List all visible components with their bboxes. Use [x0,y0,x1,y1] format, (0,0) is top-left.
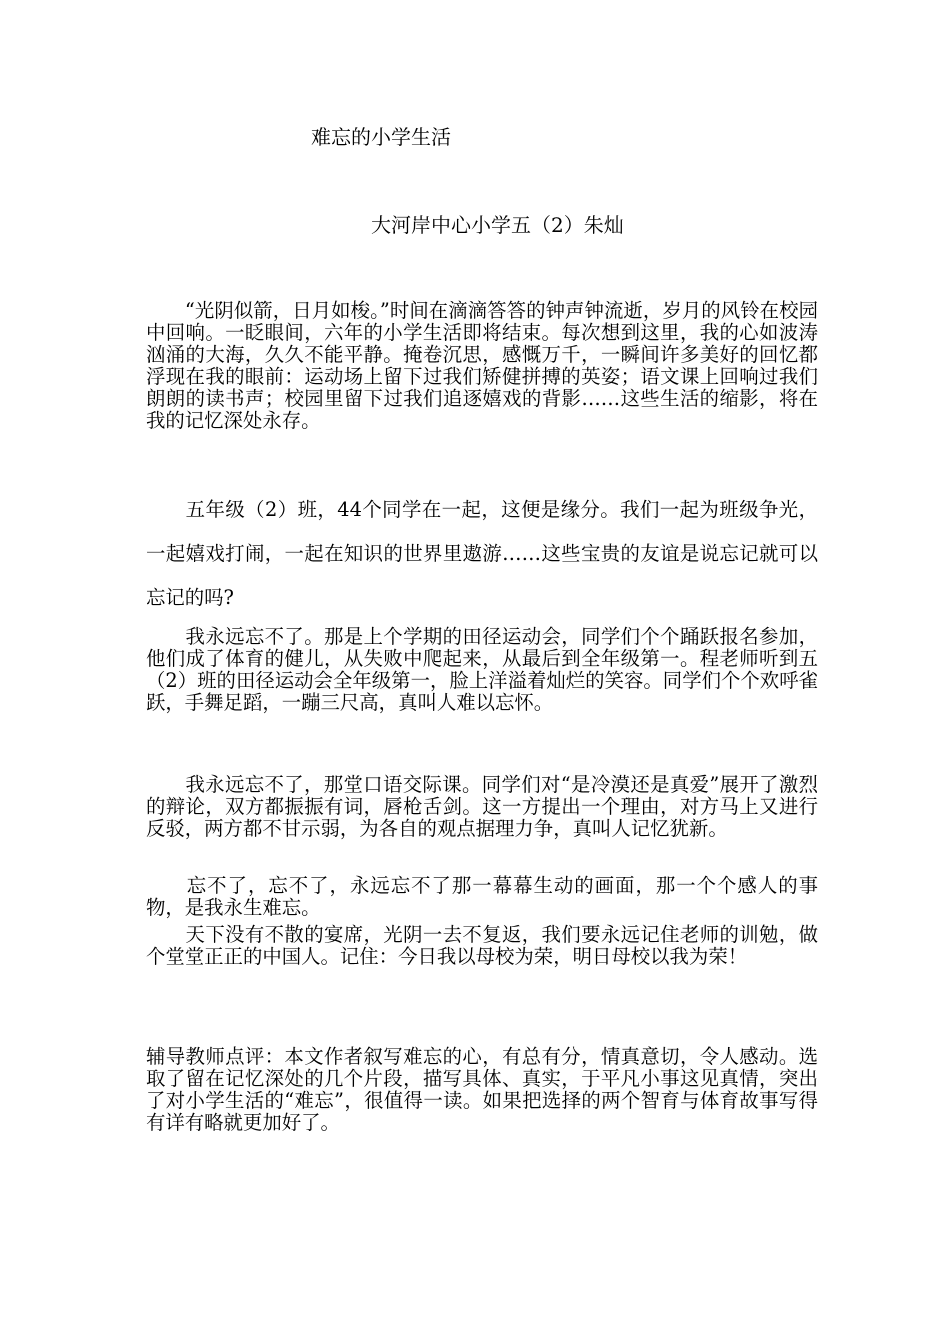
paragraph-text: 五年级（2）班，44个同学在一起，这便是缘分。我们一起为班级争光，一起嬉戏打闹，一起在知识的世界里遨游……这些宝贵的友谊是说忘记就可以忘记的吗? [146,498,818,609]
paragraph-conclusion [146,924,818,968]
paragraph-intro [146,300,818,432]
teacher-comment-text: 辅导教师点评：本文作者叙写难忘的心，有总有分，情真意切，令人感动。选取了留在记忆深处的几个片段，描写具体、真实，于平凡小事这见真情，突出了对小学生活的“难忘”，很值得一读。如果把选择的两个智育与体育故事写得有详有略就更加好了。 [146,1045,818,1134]
paragraph-text: 忘不了，忘不了，永远忘不了那一幕幕生动的画面，那一个个感人的事物，是我永生难忘。 [146,874,818,919]
paragraph-text: 我永远忘不了，那堂口语交际课。同学们对“是冷漠还是真爱”展开了激烈的辩论，双方都振振有词，唇枪舌剑。这一方提出一个理由，对方马上又进行反驳，两方都不甘示弱，为各自的观点据理力争，真叫人记忆犹新。 [146,773,818,840]
author-byline: 大河岸中心小学五（2）朱灿 [371,213,624,237]
paragraph-class-friendship [146,488,818,620]
essay-title: 难忘的小学生活 [311,125,451,149]
paragraph-text: “光阴似箭，日月如梭。”时间在滴滴答答的钟声钟流逝，岁月的风铃在校园中回响。一眨眼间，六年的小学生活即将结束。每次想到这里，我的心如波涛汹涌的大海，久久不能平静。掩卷沉思，感慨万千，一瞬间许多美好的回忆都浮现在我的眼前：运动场上留下过我们矫健拼搏的英姿；语文课上回响过我们朗朗的读书声；校园里留下过我们追逐嬉戏的背影……这些生活的缩影，将在我的记忆深处永存。 [146,299,818,432]
paragraph-text: 天下没有不散的宴席，光阴一去不复返，我们要永远记住老师的训勉，做个堂堂正正的中国人。记住：今日我以母校为荣，明日母校以我为荣！ [146,923,818,968]
paragraph-unforgettable [146,875,818,919]
paragraph-sports-meet [146,626,818,714]
paragraph-text: 我永远忘不了。那是上个学期的田径运动会，同学们个个踊跃报名参加，他们成了体育的健儿，从失败中爬起来，从最后到全年级第一。程老师听到五（2）班的田径运动会全年级第一，脸上洋溢着灿烂的笑容。同学们个个欢呼雀跃，手舞足蹈，一蹦三尺高，真叫人难以忘怀。 [146,625,818,714]
teacher-comment [146,1046,818,1134]
paragraph-oral-class [146,774,818,840]
